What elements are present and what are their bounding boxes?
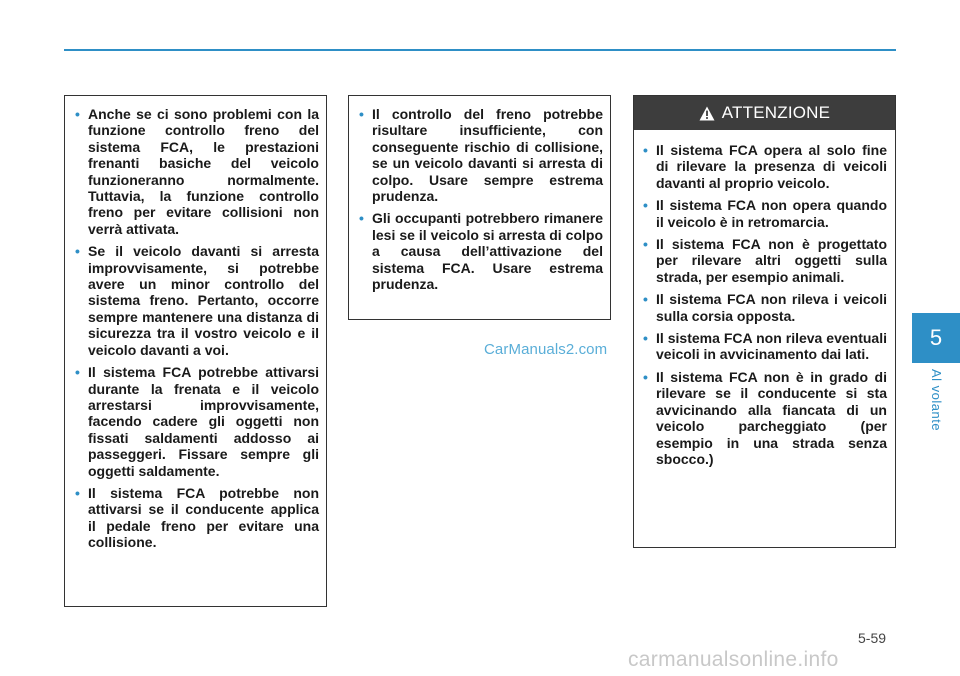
top-rule [64,49,896,51]
bullet-text: Il sistema FCA non è in grado di rilevare se il conducente si sta avvicinando alla fiancata di un veicolo parcheggiato (per esempio in una strada senza sbocco.) [656,368,887,467]
bullet-text: Il sistema FCA potrebbe non attivarsi se il conducente applica il pedale freno per evitare una collisione. [88,484,319,551]
bullet-icon: • [643,291,648,308]
list-item [643,291,887,324]
list-item [643,197,887,230]
bullet-icon: • [75,106,80,122]
bullet-text: Gli occupanti potrebbero rimanere lesi se il veicolo si arresta di colpo a causa dell’attivazione del sistema FCA. Usare estrema prudenza. [372,210,603,293]
list-item [643,236,887,285]
caution-box-middle [348,95,611,320]
bullet-icon: • [75,243,80,260]
bullet-text: Se il veicolo davanti si arresta improvvisamente, si potrebbe avere un minor controllo del sistema freno. Pertanto, occorre sempre mantenere una distanza di sicurezza tra il vostro veicolo e il veicolo davanti a voi. [88,243,319,358]
attention-box [633,95,896,548]
bullet-text: Il sistema FCA opera al solo fine di rilevare la presenza di veicoli davanti al proprio veicolo. [656,142,887,191]
attention-body [634,130,895,467]
section-number-tab: 5 [912,313,960,363]
section-title-vertical: Al volante [929,369,944,432]
list-item [643,330,887,363]
bullet-list-attention [643,142,887,467]
bullet-icon: • [643,197,648,214]
page-number: 5-59 [858,630,887,646]
bullet-icon: • [643,142,648,158]
bullet-icon: • [359,210,364,227]
bullet-icon: • [75,364,80,381]
bullet-text: Anche se ci sono problemi con la funzione controllo freno del sistema FCA, le prestazioni frenanti basiche del veicolo funzioneranno normalmente. Tuttavia, la funzione controllo freno per evitare collisioni non verrà attivata. [88,106,319,237]
caution-box-left [64,95,327,607]
watermark-link[interactable]: CarManuals2.com [484,341,608,358]
attention-header [634,96,895,130]
bullet-text: Il sistema FCA non è progettato per rilevare altri oggetti sulla strada, per esempio animali. [656,236,887,285]
bullet-text: Il sistema FCA non opera quando il veicolo è in retromarcia. [656,197,887,230]
bullet-icon: • [359,106,364,122]
bullet-text: Il controllo del freno potrebbe risultare insufficiente, con conseguente rischio di collisione, se un veicolo davanti si arresta di colpo. Usare sempre estrema prudenza. [372,106,603,205]
bullet-list-left [75,106,319,551]
bullet-text: Il sistema FCA non rileva eventuali veicoli in avvicinamento dai lati. [656,330,887,363]
bullet-text: Il sistema FCA potrebbe attivarsi durante la frenata e il veicolo arrestarsi improvvisamente, facendo cadere gli oggetti non fissati saldamenti addosso ai passeggeri. Fissare sempre gli oggetti saldamente. [88,364,319,479]
list-item [75,364,319,479]
bullet-icon: • [643,236,648,253]
list-item [75,485,319,551]
bullet-icon: • [75,484,80,501]
bullet-icon: • [643,368,648,385]
list-item [75,243,319,358]
warning-triangle-icon [699,106,715,121]
bullet-text: Il sistema FCA non rileva i veicoli sulla corsia opposta. [656,291,887,324]
bullet-list-middle [359,106,603,292]
list-item [359,210,603,292]
list-item [643,142,887,191]
attention-title: ATTENZIONE [721,103,831,122]
list-item [359,106,603,204]
list-item [75,106,319,237]
list-item [643,369,887,467]
bullet-icon: • [643,330,648,347]
footer-watermark: carmanualsonline.info [628,648,839,671]
